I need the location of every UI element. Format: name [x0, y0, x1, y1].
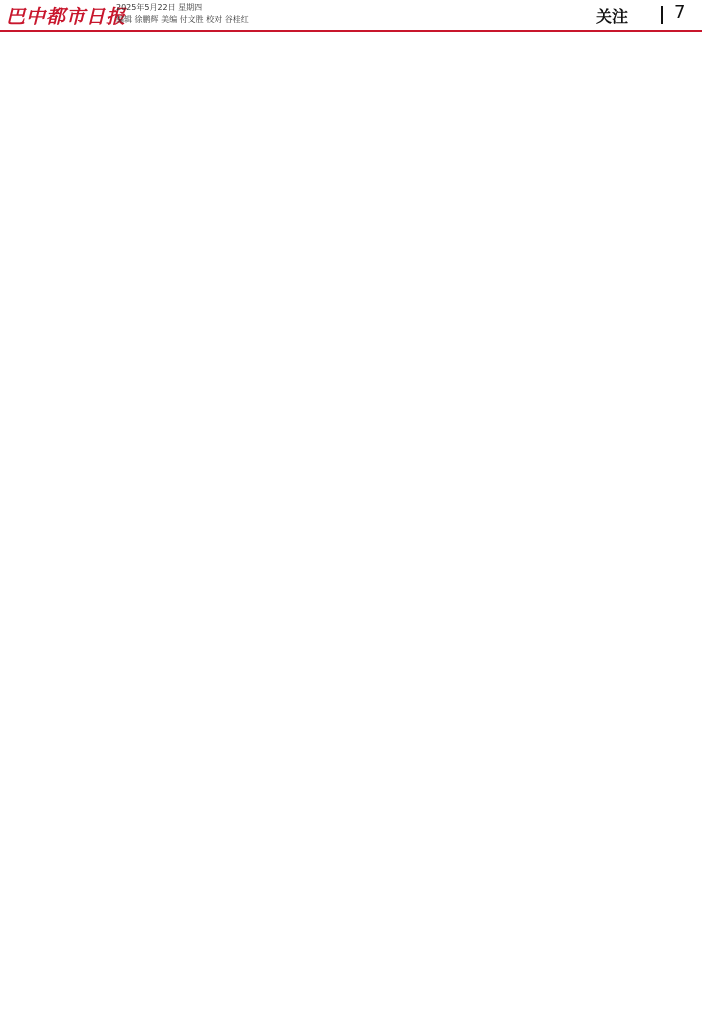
page-number: 7 [674, 2, 686, 23]
newspaper-logo: 巴中都市日报 [6, 6, 127, 28]
header-divider [661, 6, 663, 24]
page-header [0, 0, 702, 32]
issue-date: 2025年5月22日 星期四 [116, 3, 203, 12]
editor-credits: 编辑 徐鹏辉 美编 付文胜 校对 谷桂红 [116, 15, 249, 24]
section-title: 关注 [596, 7, 629, 26]
